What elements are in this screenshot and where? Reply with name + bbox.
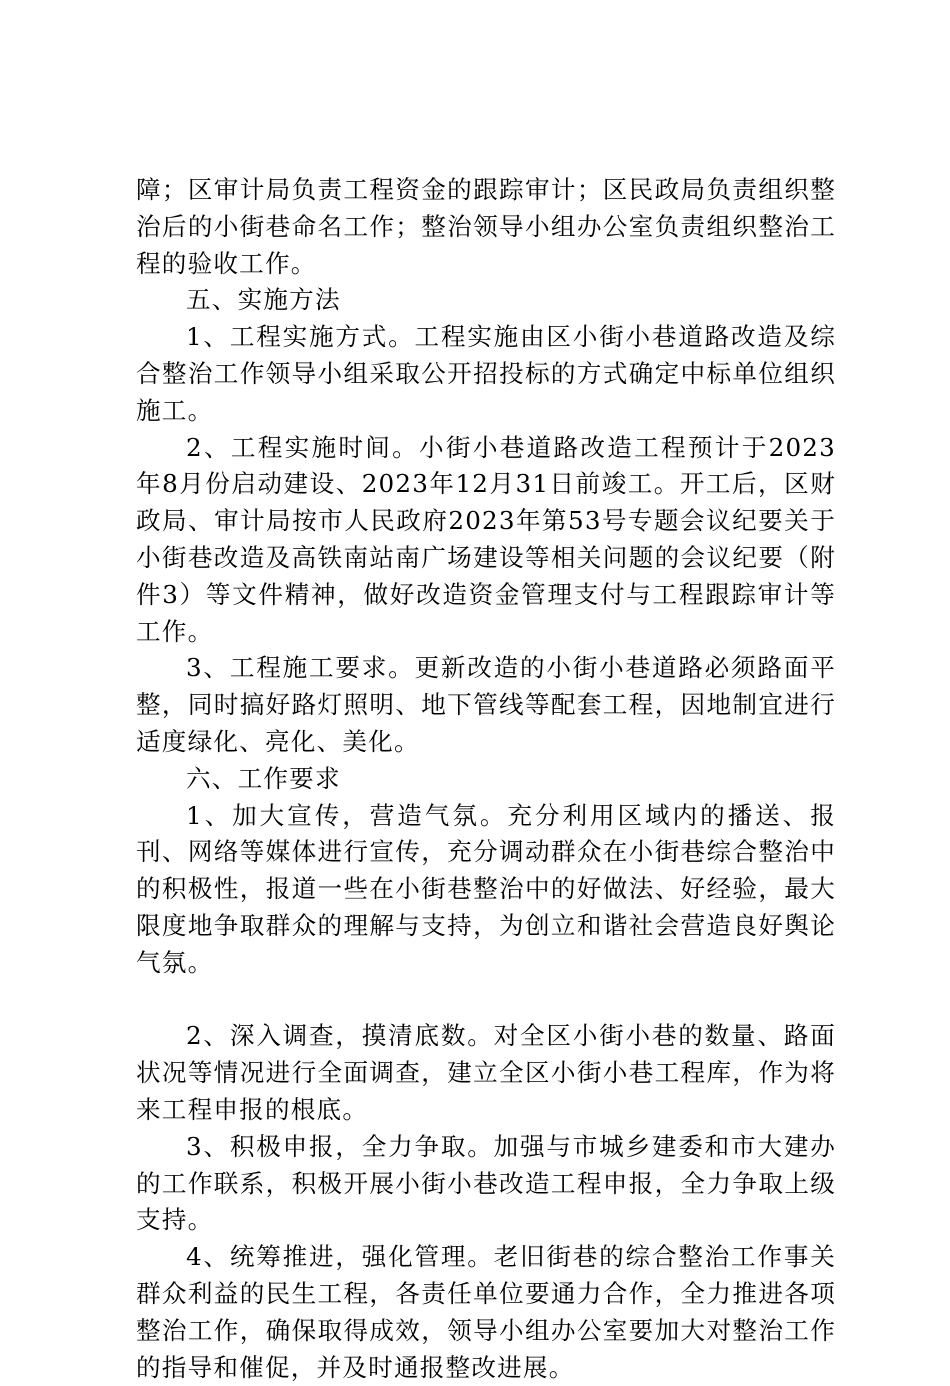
paragraph-implementation-time: 2、工程实施时间。小街小巷道路改造工程预计于2023年8月份启动建设、2023年12月31日前竣工。开工后，区财政局、审计局按市人民政府2023年第53号专题会议纪要关于小街巷改造及高铁南站南广场建设等相关问题的会议纪要（附件3）等文件精神，做好改造资金管理支付与工程跟踪审计等工作。 [136,432,836,646]
section-heading-implementation: 五、实施方法 [186,285,341,315]
paragraph-continued: 障；区审计局负责工程资金的跟踪审计；区民政局负责组织整治后的小街巷命名工作；整治领导小组办公室负责组织整治工程的验收工作。 [136,175,836,278]
paragraph-implementation-method: 1、工程实施方式。工程实施由区小街小巷道路改造及综合整治工作领导小组采取公开招投标的方式确定中标单位组织施工。 [136,322,836,425]
paragraph-coordination: 4、统筹推进，强化管理。老旧街巷的综合整治工作事关群众利益的民生工程，各责任单位要通力合作，全力推进各项整治工作，确保取得成效，领导小组办公室要加大对整治工作的指导和催促，并及时通报整改进展。 [136,1242,836,1382]
paragraph-investigation: 2、深入调查，摸清底数。对全区小街小巷的数量、路面状况等情况进行全面调查，建立全区小街小巷工程库，作为将来工程申报的根底。 [136,1021,836,1124]
paragraph-construction-requirements: 3、工程施工要求。更新改造的小街小巷道路必须路面平整，同时搞好路灯照明、地下管线等配套工程，因地制宜进行适度绿化、亮化、美化。 [136,653,836,756]
section-heading-work-requirements: 六、工作要求 [186,763,341,793]
paragraph-publicity: 1、加大宣传，营造气氛。充分利用区域内的播送、报刊、网络等媒体进行宣传，充分调动群众在小街巷综合整治中的积极性，报道一些在小街巷整治中的好做法、好经验，最大限度地争取群众的理解与支持，为创立和谐社会营造良好舆论气氛。 [136,800,836,977]
document-body [136,172,836,1386]
paragraph-application: 3、积极申报，全力争取。加强与市城乡建委和市大建办的工作联系，积极开展小街小巷改造工程申报，全力争取上级支持。 [136,1131,836,1235]
